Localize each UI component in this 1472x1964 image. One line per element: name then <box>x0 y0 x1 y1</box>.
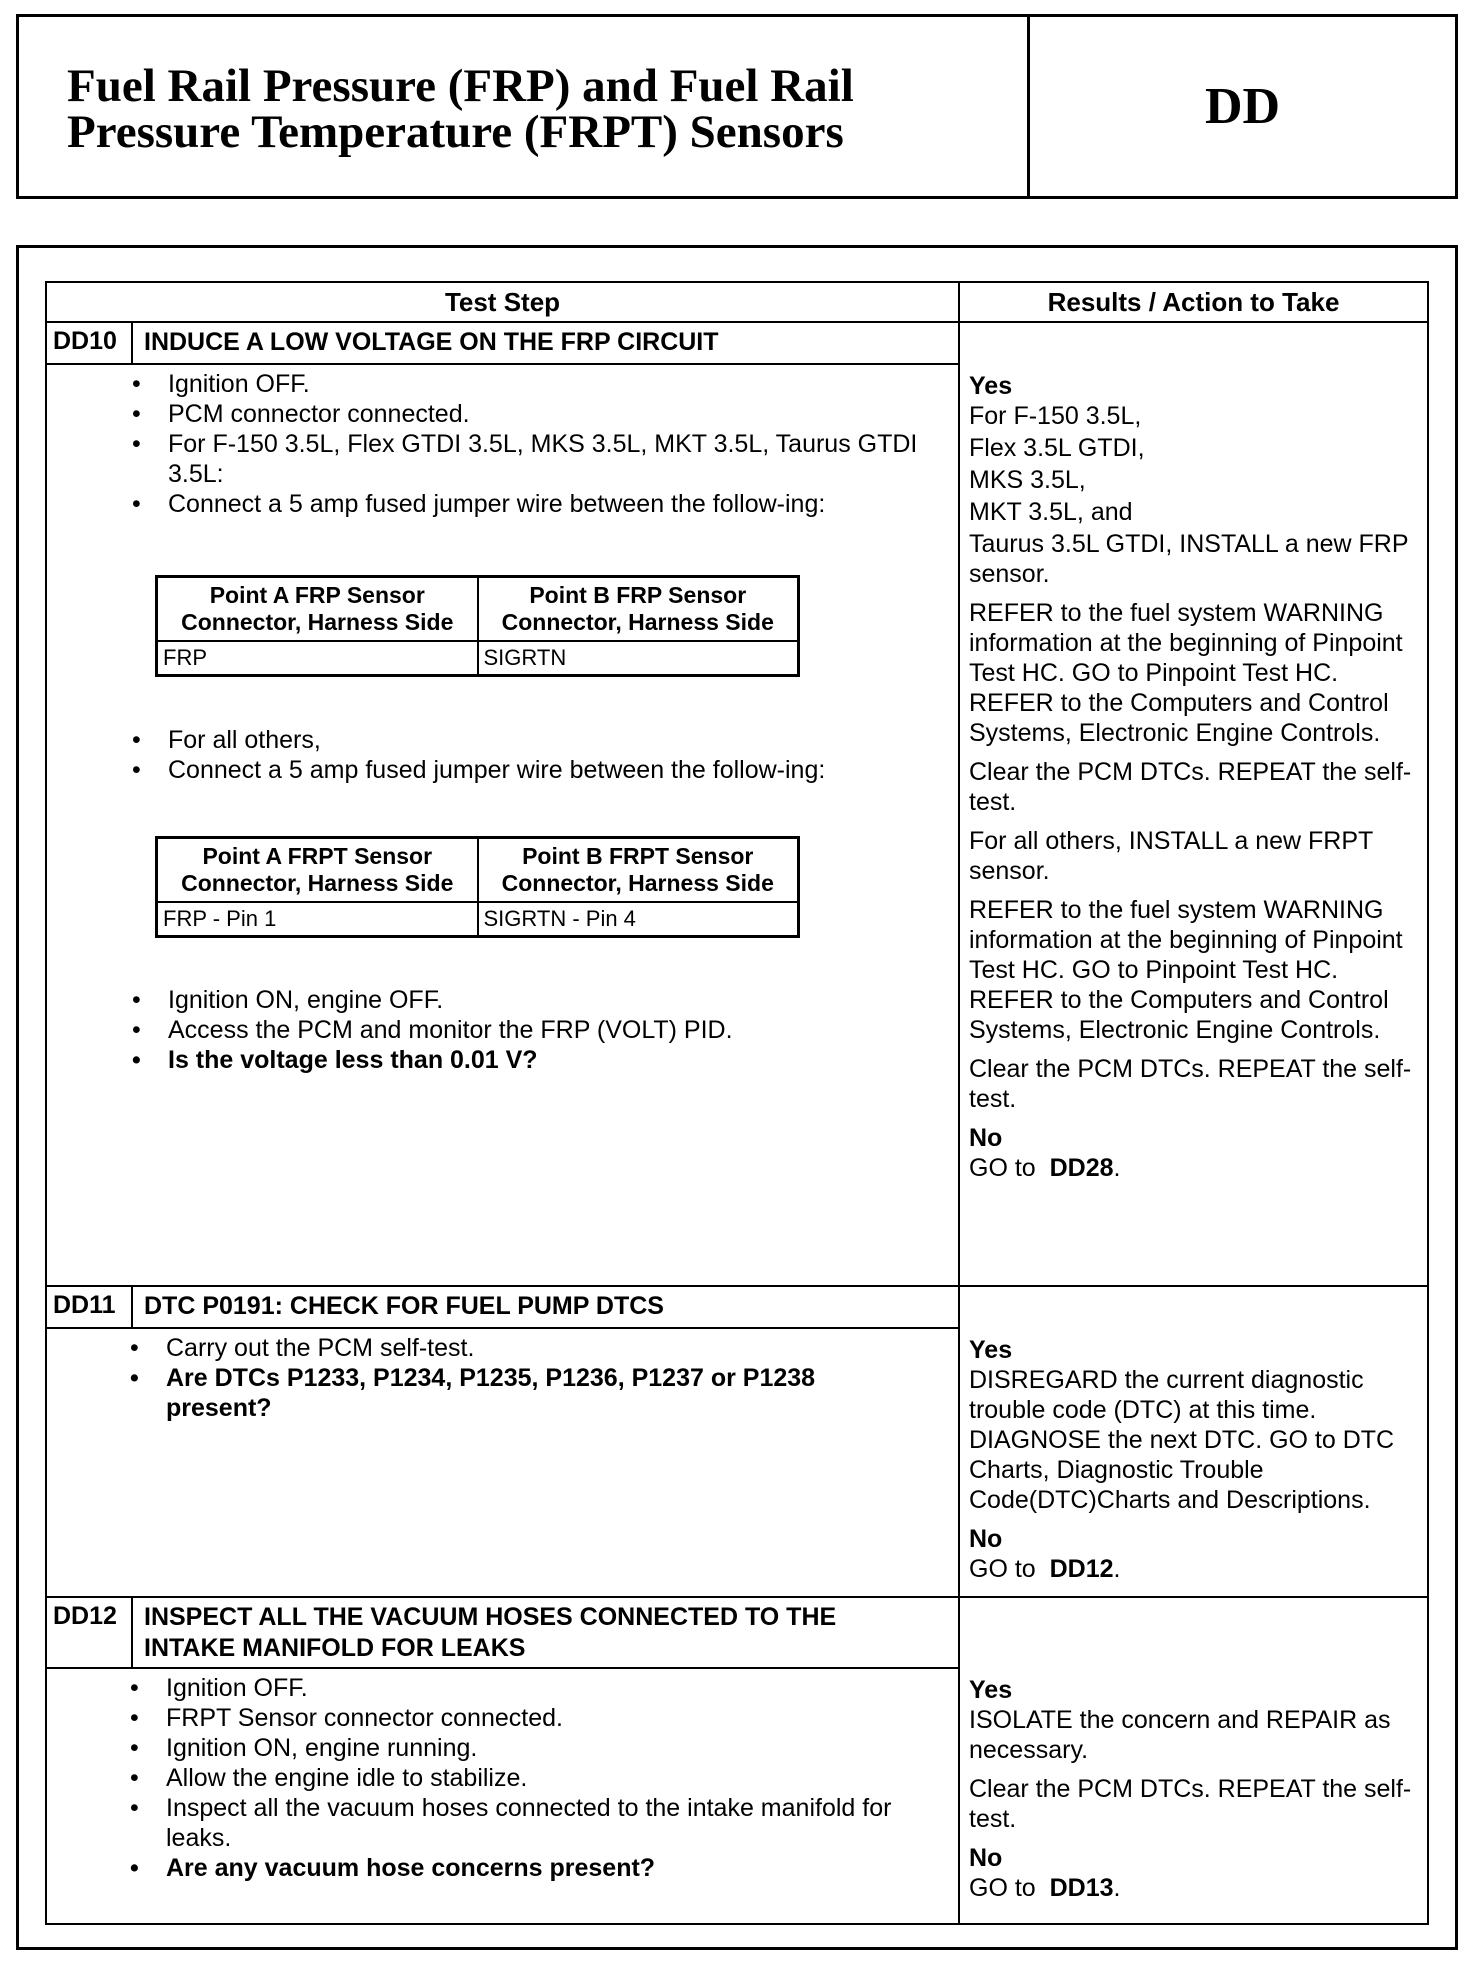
jumper-table-frp <box>155 575 800 677</box>
goto-step-link[interactable]: DD28 <box>1049 1154 1114 1182</box>
jumper-table-head: Point B FRP Sensor Connector, Harness Side <box>478 577 799 642</box>
step-title-rule <box>47 1327 958 1329</box>
jumper-table-head: Point A FRP Sensor Connector, Harness Side <box>157 577 478 642</box>
step-instructions <box>124 1673 924 1883</box>
instruction-item: • Carry out the PCM self-test. <box>124 1333 884 1363</box>
result-line: MKT 3.5L, and <box>969 498 1133 526</box>
yes-label: Yes <box>969 1676 1013 1704</box>
step-separator <box>47 1596 1427 1598</box>
no-prefix: GO to <box>969 1154 1036 1182</box>
instruction-item: • For F-150 3.5L, Flex GTDI 3.5L, MKS 3.5L, MKT 3.5L, Taurus GTDI 3.5L: <box>126 429 938 489</box>
result-paragraph: DISREGARD the current diagnostic trouble code (DTC) at this time. DIAGNOSE the next DTC. GO to DTC Charts, Diagnostic Trouble Code(DTC)Charts and Descriptions. <box>969 1366 1395 1514</box>
step-instructions <box>124 1333 884 1423</box>
instruction-item: • Connect a 5 amp fused jumper wire between the follow-ing: <box>126 755 938 785</box>
result-line: MKS 3.5L, <box>969 466 1086 494</box>
question-item: • Is the voltage less than 0.01 V? <box>126 1045 938 1075</box>
header-rule <box>47 321 1427 323</box>
step-instructions <box>126 985 938 1075</box>
instruction-item: • PCM connector connected. <box>126 399 938 429</box>
step-id: DD10 <box>53 327 117 355</box>
question-item: • Are any vacuum hose concerns present? <box>124 1853 924 1883</box>
instruction-item: • Allow the engine idle to stabilize. <box>124 1763 924 1793</box>
step-results <box>969 371 1421 1183</box>
step-results <box>969 1335 1421 1584</box>
header-results: Results / Action to Take <box>1047 286 1340 317</box>
instruction-item: • For all others, <box>126 725 938 755</box>
no-action: GO to DD13. <box>969 1874 1121 1902</box>
result-paragraph: Clear the PCM DTCs. REPEAT the self-test. <box>969 1055 1412 1113</box>
no-prefix: GO to <box>969 1874 1036 1902</box>
step-instructions <box>126 369 938 519</box>
jumper-table-head: Point A FRPT Sensor Connector, Harness Side <box>157 838 478 903</box>
jumper-table-cell: SIGRTN - Pin 4 <box>478 902 799 936</box>
yes-label: Yes <box>969 1336 1013 1364</box>
step-id: DD11 <box>53 1291 116 1319</box>
no-label: No <box>969 1525 1003 1553</box>
step-title-rule <box>47 363 958 365</box>
column-divider <box>958 283 960 1923</box>
result-line: Flex 3.5L GTDI, <box>969 434 1145 462</box>
goto-step-link[interactable]: DD12 <box>1049 1555 1114 1583</box>
jumper-table-head: Point B FRPT Sensor Connector, Harness Side <box>478 838 799 903</box>
step-title: INSPECT ALL THE VACUUM HOSES CONNECTED TO THE INTAKE MANIFOLD FOR LEAKS <box>144 1603 837 1662</box>
step-id-divider <box>131 323 133 363</box>
result-line: Taurus 3.5L GTDI, INSTALL a new FRP sensor. <box>969 530 1409 588</box>
instruction-item: • Ignition ON, engine OFF. <box>126 985 938 1015</box>
step-title: INDUCE A LOW VOLTAGE ON THE FRP CIRCUIT <box>144 328 719 356</box>
instruction-item: • Ignition OFF. <box>126 369 938 399</box>
instruction-item: • Access the PCM and monitor the FRP (VOLT) PID. <box>126 1015 938 1045</box>
step-id-divider <box>131 1287 133 1327</box>
step-title: DTC P0191: CHECK FOR FUEL PUMP DTCS <box>144 1292 664 1320</box>
result-paragraph: For all others, INSTALL a new FRPT sensor. <box>969 827 1373 885</box>
step-results <box>969 1675 1421 1903</box>
step-title-rule <box>47 1667 958 1669</box>
instruction-item: • Ignition OFF. <box>124 1673 924 1703</box>
result-paragraph: REFER to the fuel system WARNING information at the beginning of Pinpoint Test HC. GO to Pinpoint Test HC. REFER to the Computers and Control Systems, Electronic Engine Controls. <box>969 599 1403 747</box>
result-paragraph: Clear the PCM DTCs. REPEAT the self-test. <box>969 1775 1412 1833</box>
result-paragraph: Clear the PCM DTCs. REPEAT the self-test. <box>969 758 1412 816</box>
yes-label: Yes <box>969 372 1013 400</box>
no-action: GO to DD12. <box>969 1555 1121 1583</box>
jumper-table-cell: FRP - Pin 1 <box>157 902 478 936</box>
instruction-item: • Connect a 5 amp fused jumper wire between the follow-ing: <box>126 489 938 519</box>
jumper-table-cell: FRP <box>157 641 478 675</box>
jumper-table-frpt <box>155 836 800 938</box>
step-separator <box>47 1285 1427 1287</box>
result-paragraph: ISOLATE the concern and REPAIR as necessary. <box>969 1706 1391 1764</box>
question-item: • Are DTCs P1233, P1234, P1235, P1236, P1237 or P1238 present? <box>124 1363 884 1423</box>
step-instructions <box>126 725 938 785</box>
page-title: Fuel Rail Pressure (FRP) and Fuel Rail Pressure Temperature (FRPT) Sensors <box>67 60 854 158</box>
title-box <box>16 14 1458 199</box>
result-line: For F-150 3.5L, <box>969 402 1142 430</box>
jumper-table-cell: SIGRTN <box>478 641 799 675</box>
no-action: GO to DD28. <box>969 1154 1121 1182</box>
no-label: No <box>969 1124 1003 1152</box>
no-label: No <box>969 1844 1003 1872</box>
instruction-item: • Inspect all the vacuum hoses connected to the intake manifold for leaks. <box>124 1793 924 1853</box>
instruction-item: • Ignition ON, engine running. <box>124 1733 924 1763</box>
no-prefix: GO to <box>969 1555 1036 1583</box>
step-id-divider <box>131 1598 133 1667</box>
result-paragraph: REFER to the fuel system WARNING information at the beginning of Pinpoint Test HC. GO to Pinpoint Test HC. REFER to the Computers and Control Systems, Electronic Engine Controls. <box>969 896 1403 1044</box>
pinpoint-test-table <box>45 281 1429 1925</box>
section-code: DD <box>1204 78 1281 135</box>
instruction-item: • FRPT Sensor connector connected. <box>124 1703 924 1733</box>
header-test-step: Test Step <box>444 286 561 317</box>
goto-step-link[interactable]: DD13 <box>1049 1874 1114 1902</box>
step-id: DD12 <box>53 1602 117 1630</box>
